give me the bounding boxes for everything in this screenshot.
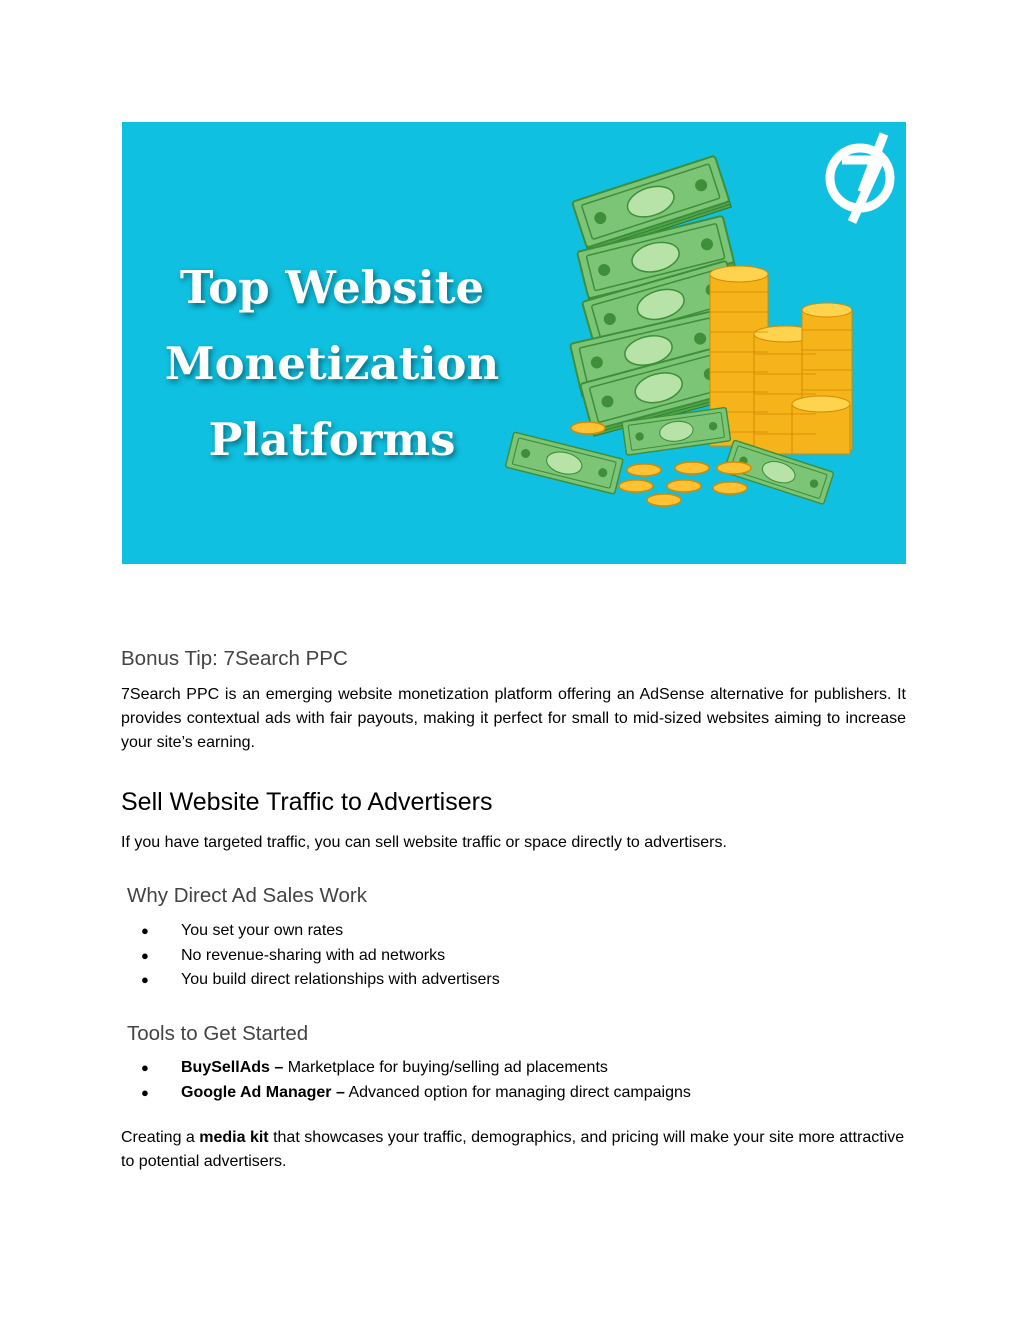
7search-logo-icon xyxy=(822,130,902,226)
tools-heading: Tools to Get Started xyxy=(127,1022,309,1045)
banner-image xyxy=(122,122,906,564)
list-item xyxy=(121,1056,691,1081)
banner-title-line-1: Top Website xyxy=(179,261,485,314)
bullet-icon: ● xyxy=(141,1084,149,1100)
list-item: ● No revenue-sharing with ad networks xyxy=(121,944,500,969)
list-item: ● You build direct relationships with advertisers xyxy=(121,968,500,993)
media-kit-term: media kit xyxy=(199,1129,269,1146)
banner-title-line-3: Platforms xyxy=(208,413,456,466)
tool-name: BuySellAds – xyxy=(181,1059,284,1076)
tools-list xyxy=(121,1056,691,1105)
sell-traffic-paragraph: If you have targeted traffic, you can sell website traffic or space directly to advertisers. xyxy=(121,834,727,851)
tool-name: Google Ad Manager – xyxy=(181,1083,345,1101)
bullet-icon: ● xyxy=(141,1060,149,1075)
tool-description: Marketplace for buying/selling ad placements xyxy=(283,1059,608,1076)
closing-paragraph: Creating a media kit that showcases your traffic, demographics, and pricing will make your site more attractive to potential advertisers. xyxy=(121,1129,905,1170)
list-item: ● You set your own rates xyxy=(121,919,500,944)
bullet-icon: ● xyxy=(141,947,149,963)
bonus-tip-heading: Bonus Tip: 7Search PPC xyxy=(121,647,348,670)
banner-title-line-2: Monetization xyxy=(164,337,500,390)
why-direct-heading: Why Direct Ad Sales Work xyxy=(127,884,367,907)
bullet-icon: ● xyxy=(141,923,149,938)
tool-description: Advanced option for managing direct campaigns xyxy=(344,1083,691,1101)
banner-title xyxy=(152,250,512,478)
bullet-icon: ● xyxy=(141,972,149,987)
sell-traffic-heading: Sell Website Traffic to Advertisers xyxy=(121,788,493,816)
why-direct-list xyxy=(121,919,500,993)
list-item xyxy=(121,1081,691,1106)
bonus-tip-paragraph: 7Search PPC is an emerging website monetization platform offering an AdSense alternative for publishers. It provides contextual ads with fair payouts, making it perfect for small to mid-sized websites aiming to increase your site’s earning. xyxy=(121,686,906,751)
